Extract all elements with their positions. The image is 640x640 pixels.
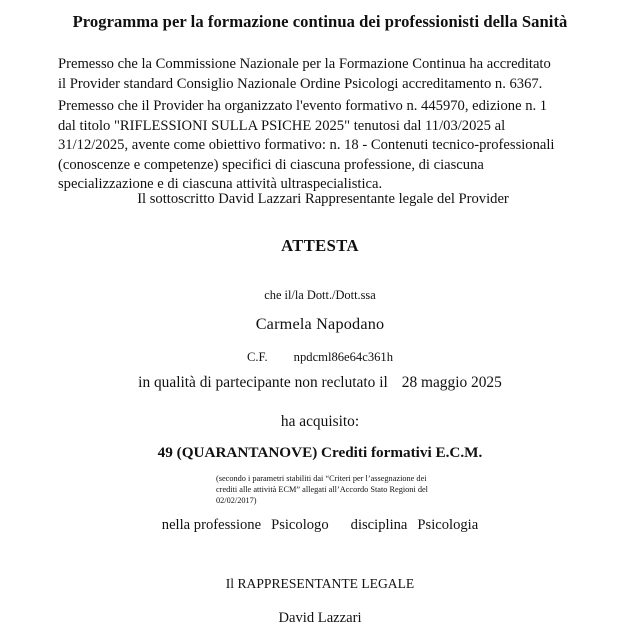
credits-note	[216, 473, 456, 506]
premise-event	[58, 97, 638, 195]
legal-representative-title: Il RAPPRESENTANTE LEGALE	[225, 576, 415, 591]
profession-value: Psicologo	[271, 517, 329, 533]
participation-text: in qualità di partecipante non reclutato il	[138, 374, 388, 391]
credits-note-line: (secondo i parametri stabiliti dai “Criteri per l’assegnazione dei	[216, 474, 427, 483]
credits-awarded: 49 (QUARANTANOVE) Crediti formativi E.C.M.	[157, 444, 483, 461]
participation-date: 28 maggio 2025	[401, 374, 502, 391]
credits-note-line: 02/02/2017)	[216, 496, 257, 505]
premise-accreditation-line: il Provider standard Consiglio Nazionale Ordine Psicologi accreditamento n. 6367.	[58, 75, 543, 92]
premise-event-line: dal titolo "RIFLESSIONI SULLA PSICHE 2025" tenutosi dal 11/03/2025 al	[58, 117, 506, 134]
acquired-label: ha acquisito:	[280, 413, 360, 430]
document-title: Programma per la formazione continua dei professionisti della Sanità	[72, 12, 568, 31]
discipline-value: Psicologia	[417, 517, 479, 533]
profession-line	[0, 517, 640, 534]
premise-event-line: Premesso che il Provider ha organizzato l'evento formativo n. 445970, edizione n. 1	[58, 98, 548, 114]
credits-note-line: crediti alle attività ECM” allegati all’Accordo Stato Regioni del	[216, 485, 428, 494]
legal-representative-name: David Lazzari	[278, 610, 362, 626]
signer-statement: Il sottoscritto David Lazzari Rappresentante legale del Provider	[137, 191, 509, 207]
participation-line	[0, 374, 640, 392]
attesta-heading: ATTESTA	[281, 236, 359, 255]
fiscal-code-label: C.F.	[246, 350, 268, 364]
discipline-label: disciplina	[350, 517, 408, 533]
premise-event-line: 31/12/2025, avente come obiettivo formativo: n. 18 - Contenuti tecnico-professionali	[58, 137, 555, 154]
fiscal-code-value: npdcml86e64c361h	[293, 350, 394, 364]
recipient-intro: che il/la Dott./Dott.ssa	[264, 288, 376, 302]
premise-event-line: (conoscenze e competenze) specifici di ciascuna professione, di ciascuna	[58, 156, 484, 173]
fiscal-code	[0, 350, 640, 365]
premise-accreditation-line: Premesso che la Commissione Nazionale per la Formazione Continua ha accreditato	[58, 56, 551, 72]
premise-event-line: specializzazione e di ciascuna attività ultraspecialistica.	[58, 176, 383, 193]
profession-label: nella professione	[161, 517, 262, 533]
recipient-name: Carmela Napodano	[255, 315, 385, 333]
premise-accreditation	[58, 55, 638, 94]
